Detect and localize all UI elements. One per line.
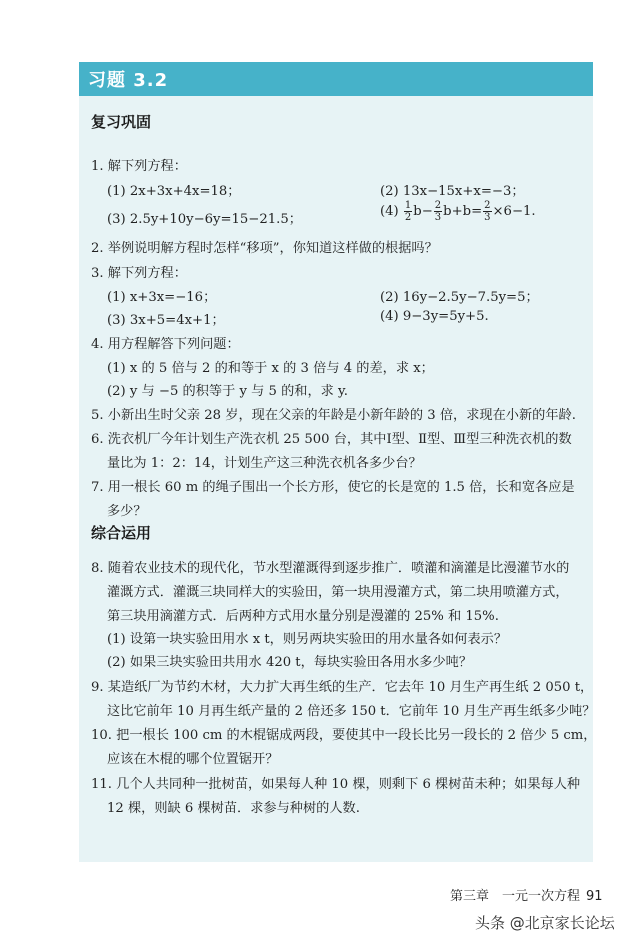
watermark: 头条 @北京家长论坛 xyxy=(475,914,615,932)
problem-10-line-1: 10. 把一根长 100 cm 的木棍锯成两段，要使其中一段长比另一段长的 2 倍少 5 cm， xyxy=(91,728,597,743)
problem-1-d-mid2: b+b= xyxy=(443,204,483,219)
fraction-two-thirds xyxy=(434,200,442,223)
problem-3-b: (2) 16y−2.5y−7.5y=5； xyxy=(380,290,539,305)
fraction-numerator: 1 xyxy=(404,200,412,211)
problem-1-a: (1) 2x+3x+4x=18； xyxy=(107,184,241,199)
problem-6-line-2: 量比为 1：2：14，计划生产这三种洗衣机各多少台？ xyxy=(107,456,422,471)
fraction-two-thirds-2 xyxy=(483,200,491,223)
problem-11-line-2: 12 棵，则缺 6 棵树苗．求参与种树的人数. xyxy=(107,801,360,816)
problem-4-head: 4. 用方程解答下列问题： xyxy=(91,337,240,352)
problem-7-line-1: 7. 用一根长 60 m 的绳子围出一个长方形，使它的长是宽的 1.5 倍，长和宽各应是 xyxy=(91,480,575,495)
problem-10-line-2: 应该在木棍的哪个位置锯开？ xyxy=(107,752,279,767)
problem-1-d-mid1: b− xyxy=(413,204,433,219)
problem-11-line-1: 11. 几个人共同种一批树苗，如果每人种 10 棵，则剩下 6 棵树苗未种；如果每人种 xyxy=(91,777,581,792)
problem-1-b: (2) 13x−15x+x=−3； xyxy=(380,184,525,199)
problem-1-d-end: ×6−1. xyxy=(492,204,536,219)
fraction-half xyxy=(404,200,412,223)
problem-8-line-3: 第三块用滴灌方式．后两种方式用水量分别是漫灌的 25% 和 15%. xyxy=(107,609,499,624)
problem-8-a: (1) 设第一块实验田用水 x t，则另两块实验田的用水量各如何表示？ xyxy=(107,632,508,647)
problem-9-line-1: 9. 某造纸厂为节约木材，大力扩大再生纸的生产．它去年 10 月生产再生纸 2 050 t， xyxy=(91,680,594,695)
problem-9-line-2: 这比它前年 10 月再生纸产量的 2 倍还多 150 t．它前年 10 月生产再生纸多少吨？ xyxy=(107,704,596,719)
problem-4-a: (1) x 的 5 倍与 2 的和等于 x 的 3 倍与 4 的差，求 x； xyxy=(107,361,434,376)
problem-7-line-2: 多少？ xyxy=(107,504,147,519)
problem-2: 2. 举例说明解方程时怎样“移项”，你知道这样做的根据吗？ xyxy=(91,241,438,256)
problem-3-c: (3) 3x+5=4x+1； xyxy=(107,313,225,328)
problem-3-d: (4) 9−3y=5y+5. xyxy=(380,309,489,324)
fraction-numerator: 2 xyxy=(484,200,491,211)
exercise-title: 习题 3.2 xyxy=(88,70,169,91)
problem-8-line-2: 灌溉方式．灌溉三块同样大的实验田，第一块用漫灌方式，第二块用喷灌方式， xyxy=(107,585,569,600)
section-title-review: 复习巩固 xyxy=(91,113,152,131)
problem-1-d xyxy=(380,200,536,223)
problem-8-line-1: 8. 随着农业技术的现代化，节水型灌溉得到逐步推广．喷灌和滴灌是比漫灌节水的 xyxy=(91,561,570,576)
problem-5: 5. 小新出生时父亲 28 岁，现在父亲的年龄是小新年龄的 3 倍，求现在小新的年龄. xyxy=(91,408,576,423)
problem-8-b: (2) 如果三块实验田共用水 420 t，每块实验田各用水多少吨？ xyxy=(107,655,473,670)
fraction-numerator: 2 xyxy=(434,200,442,211)
section-title-application: 综合运用 xyxy=(91,524,152,542)
fraction-denominator: 2 xyxy=(404,212,412,223)
fraction-denominator: 3 xyxy=(484,212,491,223)
problem-4-b: (2) y 与 −5 的积等于 y 与 5 的和，求 y. xyxy=(107,384,348,399)
problem-1-head: 1. 解下列方程： xyxy=(91,159,187,174)
problem-6-line-1: 6. 洗衣机厂今年计划生产洗衣机 25 500 台，其中Ⅰ型、Ⅱ型、Ⅲ型三种洗衣机的数 xyxy=(91,432,572,447)
page-footer xyxy=(450,885,603,904)
chapter-label: 第三章 一元一次方程 xyxy=(450,889,581,904)
problem-1-d-prefix: (4) xyxy=(380,204,399,219)
problem-3-a: (1) x+3x=−16； xyxy=(107,290,217,305)
problem-3-head: 3. 解下列方程： xyxy=(91,266,187,281)
fraction-denominator: 3 xyxy=(434,212,442,223)
problem-1-c: (3) 2.5y+10y−6y=15−21.5； xyxy=(107,212,302,227)
page-number: 91 xyxy=(586,889,603,904)
